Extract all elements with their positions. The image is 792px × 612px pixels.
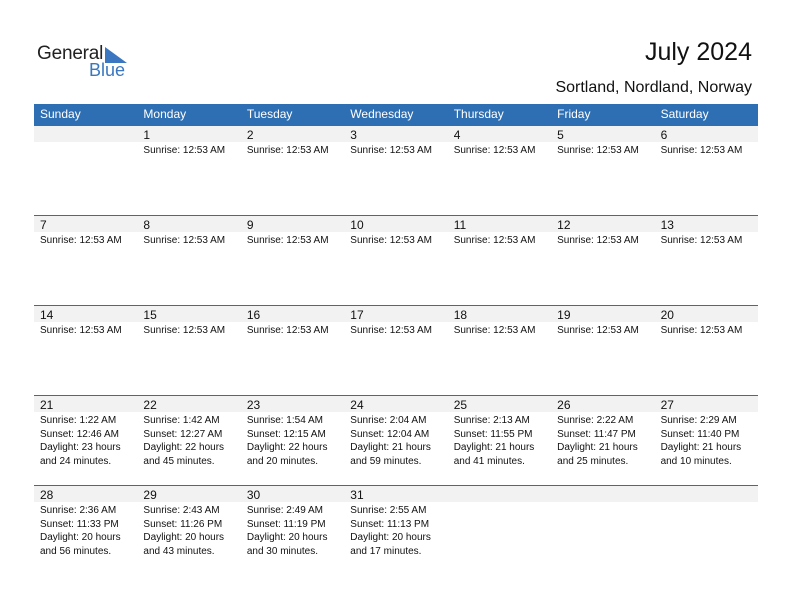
- calendar-day: [241, 216, 344, 306]
- day-number: 26: [551, 396, 654, 412]
- logo: [37, 43, 137, 83]
- calendar-day: [34, 216, 137, 306]
- day-detail-line: Sunrise: 2:22 AM: [557, 415, 634, 426]
- calendar-day: [655, 396, 758, 486]
- day-number: 20: [655, 306, 758, 322]
- location-subtitle: Sortland, Nordland, Norway: [555, 79, 752, 96]
- day-detail-line: Sunrise: 2:43 AM: [143, 505, 220, 516]
- day-detail-line: and 20 minutes.: [246, 455, 319, 467]
- day-detail-line: Sunrise: 2:36 AM: [40, 505, 117, 516]
- calendar-day: [448, 126, 551, 216]
- calendar-day: [551, 306, 654, 396]
- page-title: July 2024: [644, 38, 752, 66]
- day-detail-line: Daylight: 23 hours: [40, 442, 121, 453]
- calendar-day-empty: [655, 486, 758, 576]
- calendar-day: [551, 126, 654, 216]
- day-number: 1: [137, 126, 240, 142]
- day-detail-line: Sunrise: 12:53 AM: [660, 145, 743, 156]
- day-detail-line: Sunset: 11:47 PM: [557, 428, 636, 440]
- day-detail-line: Daylight: 21 hours: [350, 442, 431, 453]
- calendar-day: [448, 306, 551, 396]
- weekday-sunday: Sunday: [40, 107, 81, 121]
- day-detail-line: Sunrise: 2:29 AM: [660, 415, 737, 426]
- calendar-day: [241, 396, 344, 486]
- calendar-week: [34, 305, 758, 396]
- day-detail-line: Sunset: 12:15 AM: [246, 428, 326, 440]
- day-detail-line: Sunrise: 12:53 AM: [453, 145, 536, 156]
- day-detail-line: and 24 minutes.: [40, 455, 112, 467]
- day-number: 27: [655, 396, 758, 412]
- day-number: 13: [655, 216, 758, 232]
- day-detail-line: Sunrise: 12:53 AM: [660, 235, 743, 246]
- day-detail-line: Daylight: 20 hours: [40, 532, 121, 543]
- day-number: [551, 486, 654, 502]
- day-detail-line: and 30 minutes.: [246, 545, 319, 557]
- day-number: 4: [448, 126, 551, 142]
- calendar-day: [137, 126, 240, 216]
- day-detail-line: Sunrise: 12:53 AM: [350, 325, 432, 336]
- day-number: 9: [241, 216, 344, 232]
- weekday-thursday: Thursday: [453, 107, 504, 121]
- day-number: 22: [137, 396, 240, 412]
- calendar-week: [34, 485, 758, 576]
- day-number: [448, 486, 551, 502]
- day-number: 30: [241, 486, 344, 502]
- day-detail-line: Daylight: 20 hours: [143, 532, 225, 543]
- day-detail-line: Sunrise: 12:53 AM: [557, 145, 639, 156]
- weekday-friday: Friday: [557, 107, 591, 121]
- day-number: 18: [448, 306, 551, 322]
- day-detail-line: Sunrise: 12:53 AM: [350, 145, 432, 156]
- day-number: 23: [241, 396, 344, 412]
- calendar-day: [551, 396, 654, 486]
- day-detail-line: Sunrise: 1:22 AM: [40, 415, 117, 426]
- day-detail-line: Sunset: 11:55 PM: [453, 428, 533, 440]
- day-number: 24: [344, 396, 447, 412]
- calendar-day: [137, 216, 240, 306]
- day-detail-line: Sunrise: 12:53 AM: [453, 235, 536, 246]
- weekday-monday: Monday: [143, 107, 187, 121]
- day-number: 10: [344, 216, 447, 232]
- day-number: 7: [34, 216, 137, 232]
- day-detail-line: Sunrise: 2:49 AM: [246, 505, 323, 516]
- day-detail-line: Daylight: 21 hours: [660, 442, 742, 453]
- day-detail-line: Sunset: 12:04 AM: [350, 428, 430, 440]
- calendar-day: [137, 486, 240, 576]
- calendar-day-empty: [34, 126, 137, 216]
- day-detail-line: Sunrise: 12:53 AM: [143, 235, 226, 246]
- calendar-day: [448, 216, 551, 306]
- day-number: 17: [344, 306, 447, 322]
- calendar-day: [344, 486, 447, 576]
- day-detail-line: Daylight: 20 hours: [350, 532, 431, 543]
- day-detail-line: Daylight: 22 hours: [246, 442, 328, 453]
- day-detail-line: and 41 minutes.: [453, 455, 525, 467]
- calendar-day: [344, 306, 447, 396]
- day-detail-line: Sunrise: 12:53 AM: [246, 145, 329, 156]
- day-number: 5: [551, 126, 654, 142]
- day-detail-line: Sunset: 11:13 PM: [350, 518, 430, 530]
- day-number: [655, 486, 758, 502]
- day-number: [34, 126, 137, 142]
- day-detail-line: Sunrise: 12:53 AM: [557, 235, 639, 246]
- day-detail-line: and 45 minutes.: [143, 455, 215, 467]
- calendar-week: [34, 125, 758, 216]
- calendar-day: [344, 396, 447, 486]
- weekday-header: [34, 104, 758, 125]
- day-detail-line: Daylight: 22 hours: [143, 442, 225, 453]
- day-detail-line: Sunset: 12:27 AM: [143, 428, 223, 440]
- day-detail-line: Sunrise: 12:53 AM: [453, 325, 536, 336]
- calendar-day: [34, 396, 137, 486]
- day-detail-line: Sunrise: 12:53 AM: [557, 325, 639, 336]
- day-number: 16: [241, 306, 344, 322]
- day-number: 21: [34, 396, 137, 412]
- calendar-day: [448, 396, 551, 486]
- day-number: 2: [241, 126, 344, 142]
- logo-text-blue: Blue: [89, 60, 126, 80]
- day-detail-line: and 10 minutes.: [660, 455, 732, 467]
- day-detail-line: Daylight: 21 hours: [453, 442, 535, 453]
- day-detail-line: Sunrise: 12:53 AM: [40, 235, 122, 246]
- calendar-day: [241, 126, 344, 216]
- day-number: 14: [34, 306, 137, 322]
- day-detail-line: and 25 minutes.: [557, 455, 629, 467]
- day-detail-line: Sunrise: 12:53 AM: [660, 325, 743, 336]
- calendar-day: [344, 216, 447, 306]
- day-detail-line: Sunrise: 12:53 AM: [40, 325, 122, 336]
- day-detail-line: Sunset: 11:33 PM: [40, 518, 119, 530]
- day-detail-line: Sunrise: 12:53 AM: [350, 235, 432, 246]
- day-detail-line: Sunrise: 2:04 AM: [350, 415, 427, 426]
- day-detail-line: Sunrise: 2:13 AM: [453, 415, 530, 426]
- calendar-day: [655, 306, 758, 396]
- day-detail-line: Daylight: 20 hours: [246, 532, 328, 543]
- day-number: 28: [34, 486, 137, 502]
- day-detail-line: Sunrise: 12:53 AM: [143, 325, 226, 336]
- day-number: 12: [551, 216, 654, 232]
- day-detail-line: Sunset: 11:19 PM: [246, 518, 326, 530]
- calendar-day: [344, 126, 447, 216]
- logo-text-general: General: [37, 43, 104, 64]
- day-detail-line: Sunrise: 12:53 AM: [246, 235, 329, 246]
- day-detail-line: Sunrise: 2:55 AM: [350, 505, 427, 516]
- day-detail-line: and 43 minutes.: [143, 545, 215, 557]
- day-number: 15: [137, 306, 240, 322]
- calendar-day: [241, 486, 344, 576]
- day-number: 25: [448, 396, 551, 412]
- calendar-day-empty: [448, 486, 551, 576]
- day-number: 29: [137, 486, 240, 502]
- calendar-week: [34, 395, 758, 486]
- calendar-day: [34, 486, 137, 576]
- calendar-day: [34, 306, 137, 396]
- day-detail-line: Sunset: 12:46 AM: [40, 428, 119, 440]
- calendar-day: [551, 216, 654, 306]
- weekday-tuesday: Tuesday: [246, 107, 293, 121]
- calendar-day-empty: [551, 486, 654, 576]
- day-detail-line: Sunrise: 12:53 AM: [143, 145, 226, 156]
- day-detail-line: Sunrise: 1:42 AM: [143, 415, 220, 426]
- weekday-saturday: Saturday: [660, 107, 709, 121]
- day-number: 31: [344, 486, 447, 502]
- weekday-wednesday: Wednesday: [350, 107, 414, 121]
- day-detail-line: Sunset: 11:40 PM: [660, 428, 740, 440]
- calendar-day: [137, 396, 240, 486]
- day-detail-line: Daylight: 21 hours: [557, 442, 638, 453]
- day-detail-line: and 17 minutes.: [350, 545, 422, 557]
- calendar-day: [241, 306, 344, 396]
- calendar-day: [137, 306, 240, 396]
- day-detail-line: Sunrise: 12:53 AM: [246, 325, 329, 336]
- day-number: 6: [655, 126, 758, 142]
- calendar-day: [655, 216, 758, 306]
- day-number: 8: [137, 216, 240, 232]
- day-detail-line: Sunset: 11:26 PM: [143, 518, 223, 530]
- day-detail-line: and 56 minutes.: [40, 545, 112, 557]
- day-number: 3: [344, 126, 447, 142]
- day-number: 11: [448, 216, 551, 232]
- day-detail-line: and 59 minutes.: [350, 455, 422, 467]
- calendar-day: [655, 126, 758, 216]
- day-number: 19: [551, 306, 654, 322]
- day-detail-line: Sunrise: 1:54 AM: [246, 415, 323, 426]
- calendar-week: [34, 215, 758, 306]
